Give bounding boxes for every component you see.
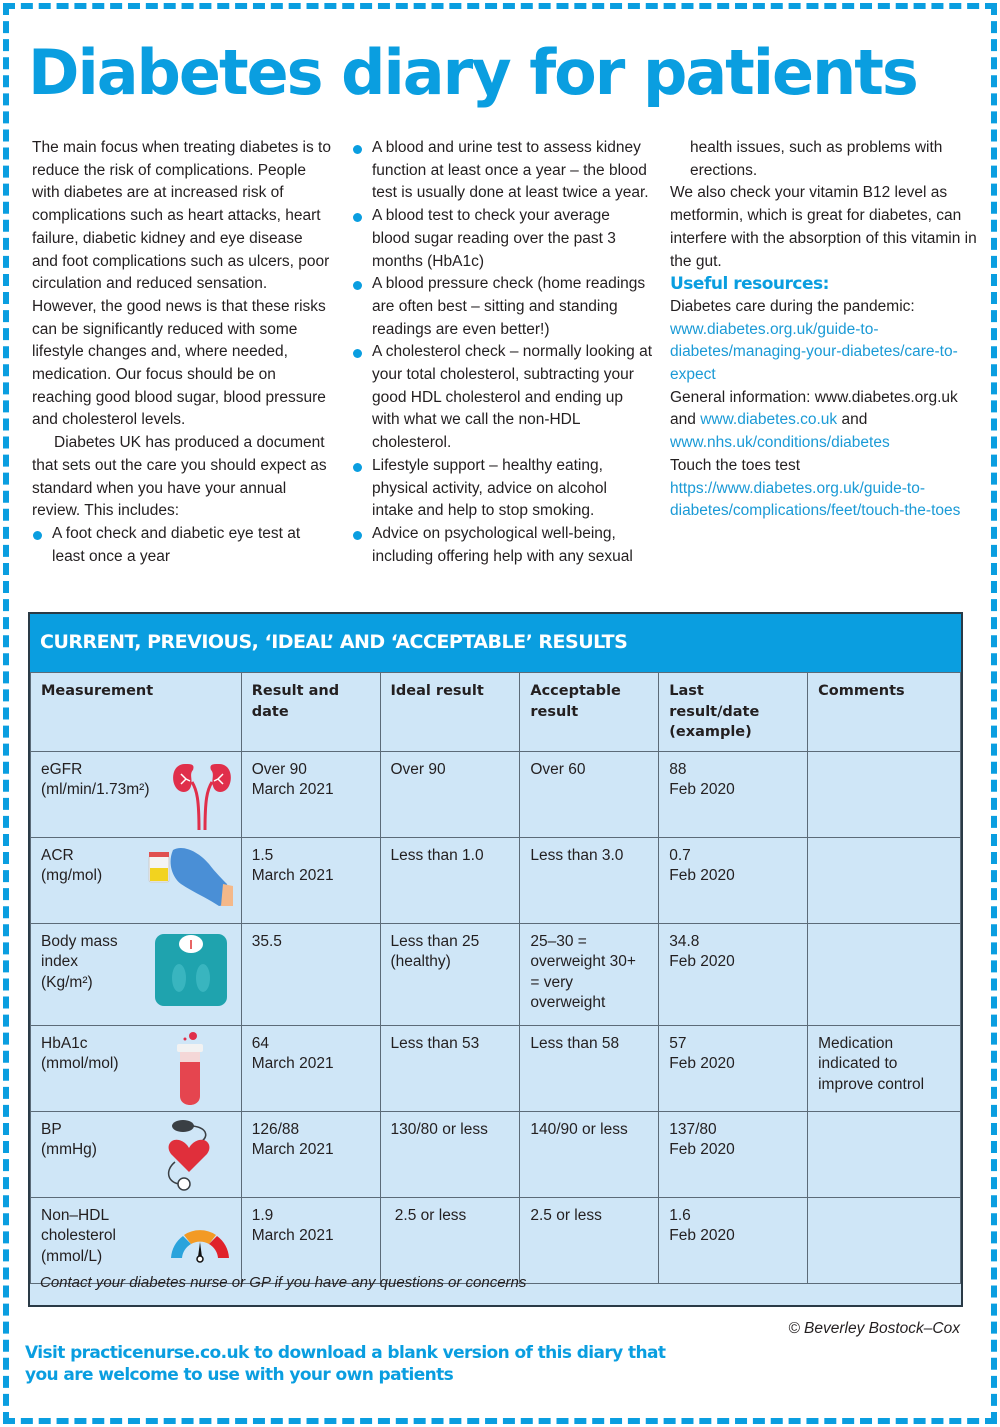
measurement-cell xyxy=(31,1025,242,1111)
last-value: 88 xyxy=(669,760,687,778)
last-date: Feb 2020 xyxy=(669,781,735,798)
bullet-continuation: health issues, such as problems with erections. xyxy=(690,139,943,179)
result-value: 126/88 xyxy=(251,1120,300,1138)
table-header-row xyxy=(31,673,961,752)
last-value: 1.6 xyxy=(669,1206,691,1224)
acceptable-cell: 140/90 or less xyxy=(520,1111,659,1197)
download-note-line-2: you are welcome to use with your own patients xyxy=(25,1365,454,1385)
measurement-name: Non–HDL cholesterol xyxy=(41,1206,116,1244)
table-row xyxy=(31,751,961,837)
comments-cell[interactable] xyxy=(808,751,961,837)
measurement-name: Body mass index xyxy=(41,932,118,970)
comments-cell[interactable] xyxy=(808,923,961,1025)
table-row xyxy=(31,1025,961,1111)
results-grid xyxy=(30,672,961,1284)
result-value: 1.5 xyxy=(251,846,274,864)
bullet-item: Advice on psychological well-being, including offering help with any sexual xyxy=(352,523,652,568)
comments-cell[interactable] xyxy=(808,1111,961,1197)
acceptable-cell: Less than 58 xyxy=(520,1025,659,1111)
last-date: Feb 2020 xyxy=(669,1227,735,1244)
result-cell xyxy=(241,923,380,1025)
result-date: March 2021 xyxy=(251,1227,334,1244)
header-ideal: Ideal result xyxy=(380,673,520,752)
ideal-cell: 2.5 or less xyxy=(380,1197,520,1283)
ideal-cell: Less than 53 xyxy=(380,1025,520,1111)
results-table xyxy=(28,612,963,1307)
last-result-cell xyxy=(659,1197,808,1283)
last-result-cell xyxy=(659,1111,808,1197)
result-date: March 2021 xyxy=(251,1141,334,1158)
measurement-cell xyxy=(31,1197,242,1283)
result-date: March 2021 xyxy=(251,781,334,798)
result-date: March 2021 xyxy=(251,867,334,884)
ideal-cell: Less than 1.0 xyxy=(380,837,520,923)
header-result: Result and date xyxy=(241,673,380,752)
last-value: 57 xyxy=(669,1034,687,1052)
resource-pandemic-label: Diabetes care during the pandemic: xyxy=(670,297,915,315)
page-title: Diabetes diary for patients xyxy=(28,36,917,109)
resource-toes-link[interactable]: https://www.diabetes.org.uk/guide-to-diabetes/complications/feet/touch-the-toes xyxy=(670,479,961,520)
result-value: Over 90 xyxy=(251,760,307,778)
last-date: Feb 2020 xyxy=(669,953,735,970)
result-cell xyxy=(241,1025,380,1111)
resource-toes-label: Touch the toes test xyxy=(670,456,801,474)
result-cell xyxy=(241,751,380,837)
download-note-line-1: Visit practicenurse.co.uk to download a blank version of this diary that xyxy=(25,1343,666,1363)
acceptable-cell: 2.5 or less xyxy=(520,1197,659,1283)
measurement-name: ACR xyxy=(41,846,74,864)
measurement-unit: (ml/min/1.73m²) xyxy=(41,781,150,798)
measurement-unit: (mmol/L) xyxy=(41,1247,103,1265)
last-value: 137/80 xyxy=(669,1120,717,1138)
resource-general-links xyxy=(670,409,980,432)
resource-pandemic-link[interactable]: www.diabetes.org.uk/guide-to-diabetes/managing-your-diabetes/care-to-expect xyxy=(670,320,958,384)
last-result-cell xyxy=(659,1025,808,1111)
header-last-result: Last result/date (example) xyxy=(659,673,808,752)
table-row xyxy=(31,923,961,1025)
table-footer-note: Contact your diabetes nurse or GP if you have any questions or concerns xyxy=(40,1274,527,1291)
intro-column-1 xyxy=(32,137,332,568)
acceptable-cell: Over 60 xyxy=(520,751,659,837)
measurement-name: BP xyxy=(41,1120,62,1138)
last-value: 34.8 xyxy=(669,932,700,950)
acceptable-cell: Less than 3.0 xyxy=(520,837,659,923)
resource-general-link-1[interactable]: www.diabetes.co.uk xyxy=(700,411,838,429)
result-cell xyxy=(241,1197,380,1283)
measurement-name: eGFR xyxy=(41,760,83,778)
measurement-cell xyxy=(31,923,242,1025)
measurement-unit: (mg/mol) xyxy=(41,867,103,884)
intro-paragraph-2: Diabetes UK has produced a document that sets out the care you should expect as standard when you have your annual review. This includes: xyxy=(32,434,327,520)
header-acceptable: Acceptable result xyxy=(520,673,659,752)
result-value: 1.9 xyxy=(251,1206,274,1224)
and-text: and xyxy=(670,411,696,429)
last-value: 0.7 xyxy=(669,846,691,864)
comments-cell[interactable]: Medication indicated to improve control xyxy=(808,1025,961,1111)
last-date: Feb 2020 xyxy=(669,1141,735,1158)
measurement-cell xyxy=(31,837,242,923)
result-date: March 2021 xyxy=(251,1055,334,1072)
comments-cell[interactable] xyxy=(808,1197,961,1283)
last-date: Feb 2020 xyxy=(669,1055,735,1072)
comments-cell[interactable] xyxy=(808,837,961,923)
gauge-icon xyxy=(167,1224,233,1264)
bullet-item: A blood and urine test to assess kidney function at least once a year – the blood test is usually done at least twice a year. xyxy=(352,137,652,205)
result-cell xyxy=(241,837,380,923)
blood-pressure-heart-icon xyxy=(165,1118,215,1192)
resources-heading: Useful resources: xyxy=(670,274,829,295)
and-text: and xyxy=(841,411,868,429)
last-date: Feb 2020 xyxy=(669,867,735,884)
last-result-cell xyxy=(659,751,808,837)
ideal-cell: 130/80 or less xyxy=(380,1111,520,1197)
ideal-cell: Less than 25 (healthy) xyxy=(380,923,520,1025)
download-note xyxy=(25,1342,685,1386)
result-value: 64 xyxy=(251,1034,269,1052)
table-row xyxy=(31,1197,961,1283)
last-result-cell xyxy=(659,837,808,923)
result-value: 35.5 xyxy=(251,932,282,950)
resource-general-label: General information: www.diabetes.org.uk xyxy=(670,388,958,406)
acceptable-cell: 25–30 = overweight 30+ = very overweight xyxy=(520,923,659,1025)
measurement-unit: (mmHg) xyxy=(41,1141,97,1158)
bullet-item: A foot check and diabetic eye test at least once a year xyxy=(32,523,332,568)
bullet-item: A blood pressure check (home readings are often best – sitting and standing readings are even better!) xyxy=(352,273,652,341)
table-row xyxy=(31,1111,961,1197)
header-comments: Comments xyxy=(808,673,961,752)
intro-paragraph-1: The main focus when treating diabetes is to reduce the risk of complications. People with diabetes are at increased risk of complications such as heart attacks, heart failure, diabetic kidney and eye disease and foot complications such as ulcers, poor circulation and reduced sensation. However, the good news is that these risks can be significantly reduced with some lifestyle changes and, where needed, medication. Our focus should be on reaching good blood sugar, blood pressure and cholesterol levels. xyxy=(32,139,331,429)
table-title: CURRENT, PREVIOUS, ‘IDEAL’ AND ‘ACCEPTABLE’ RESULTS xyxy=(30,614,961,672)
result-cell xyxy=(241,1111,380,1197)
urine-sample-icon xyxy=(143,844,235,910)
bullet-item: A blood test to check your average blood sugar reading over the past 3 months (HbA1c) xyxy=(352,205,652,273)
blood-test-tube-icon xyxy=(175,1032,205,1108)
intro-column-2 xyxy=(352,137,652,568)
scale-icon xyxy=(155,934,227,1006)
last-result-cell xyxy=(659,923,808,1025)
bullet-item: Lifestyle support – healthy eating, physical activity, advice on alcohol intake and help to stop smoking. xyxy=(352,455,652,523)
intro-column-3 xyxy=(670,137,980,523)
measurement-cell xyxy=(31,751,242,837)
measurement-unit: (Kg/m²) xyxy=(41,973,93,991)
resource-general-link-2[interactable]: www.nhs.uk/conditions/diabetes xyxy=(670,434,890,452)
bullet-item: A cholesterol check – normally looking at your total cholesterol, subtracting your good HDL cholesterol and ending up with what we call the non-HDL cholesterol. xyxy=(352,341,652,455)
table-row xyxy=(31,837,961,923)
header-measurement: Measurement xyxy=(31,673,242,752)
copyright: © Beverley Bostock–Cox xyxy=(788,1320,960,1337)
measurement-cell xyxy=(31,1111,242,1197)
measurement-name: HbA1c xyxy=(41,1034,88,1052)
intro-paragraph-3: We also check your vitamin B12 level as metformin, which is great for diabetes, can interfere with the absorption of this vitamin in the gut. xyxy=(670,184,977,270)
measurement-unit: (mmol/mol) xyxy=(41,1055,119,1072)
kidneys-icon xyxy=(171,760,233,832)
ideal-cell: Over 90 xyxy=(380,751,520,837)
